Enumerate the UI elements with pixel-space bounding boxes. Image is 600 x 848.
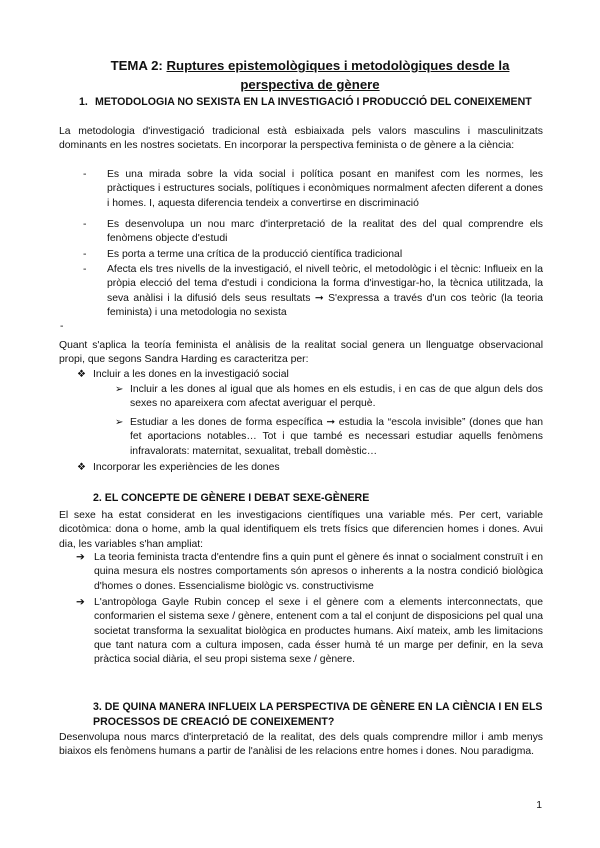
dash-bullet-marker: - xyxy=(83,249,87,260)
arrow-bullet-item: L'antropòloga Gayle Rubin concep el sexe i el gènere com a elements interconnectats, que conformarien el sistema sexe / gènere, entenent com a tal el conjunt de disposicions pel qual una societat transforma la sexualitat biològica en productes humans. Així mateix, amb les limitacions que tant natura com a cultura imposen, cada ésser humà té un marge per definir, en la seva pràctica social diària, el seu propi sistema sexe / gènere. xyxy=(94,597,543,666)
arrow-bullet-item: La teoria feminista tracta d'entendre fins a quin punt el gènere és innat o socialment construït i en quina mesura els nostres comportaments són apresos o inherents a la nostra condició biològica d'homes o dones. Essencialisme biològic vs. constructivisme xyxy=(94,552,543,592)
arrowhead-bullet-item: Incluir a les dones al igual que als homes en els estudis, i en cas de que algun dels dos sexes no apareixera com afectat averiguar el perquè. xyxy=(130,384,543,410)
diamond-bullet-item: Incorporar les experiències de les dones xyxy=(93,462,280,473)
dash-bullet-marker: - xyxy=(83,169,87,180)
arrow-bullet-icon: ➔ xyxy=(76,552,85,563)
section2-heading: 2. EL CONCEPTE DE GÈNERE I DEBAT SEXE-GÈNERE xyxy=(93,492,370,504)
arrowhead-bullet-icon: ➢ xyxy=(115,384,124,395)
dash-bullet-marker: - xyxy=(83,219,87,230)
section1-paragraph-2: Quant s'aplica la teoría feminista el anàlisis de la realitat social genera un llenguatge observacional propi, que segons Sandra Harding es caracteritza per: xyxy=(59,340,543,366)
diamond-bullet-item: Incluir a les dones en la investigació social xyxy=(93,369,289,380)
dash-bullet-item: Afecta els tres nivells de la investigació, el nivell teòric, el metodològic i el tècnic: Influeix en la pròpia elecció del tema d'estudi i condiciona la forma d'investigar-ho, la tècnica utilitzada, la seva anàlisi i la difusió dels seus resultats ➞ S'expressa a través d'un cos teòric (la teoria feminista) i una metodologia no sexista xyxy=(107,264,543,318)
diamond-bullet-icon: ❖ xyxy=(77,369,86,380)
diamond-bullet-icon: ❖ xyxy=(77,462,86,473)
section2-intro: El sexe ha estat considerat en les investigacions científiques una variable més. Per cert, variable dicotòmica: dona o home, amb la qual identifiquem els trets físics que diferencien homes i dones. Avui dia, les variables s'han ampliat: xyxy=(59,510,543,550)
page-number: 1 xyxy=(536,800,542,811)
dash-bullet-marker: - xyxy=(60,321,64,332)
title-prefix: TEMA 2: xyxy=(110,58,163,73)
section3-heading: 3. DE QUINA MANERA INFLUEIX LA PERSPECTIVA DE GÈNERE EN LA CIÈNCIA I EN ELS PROCESSOS DE CREACIÓ DE CONEIXEMENT? xyxy=(93,701,543,728)
section1-intro: La metodologia d'investigació tradicional està esbiaixada pels valors masculins i masculinitzats dominants en les nostres societats. En incorporar la perspectiva feminista o de gènere a la ciència: xyxy=(59,126,543,152)
section3-body: Desenvolupa nous marcs d'interpretació de la realitat, des dels quals comprendre millor i amb menys biaixos els fenòmens humans a partir de l'anàlisi de les relacions entre homes i dones. Nou paradigma. xyxy=(59,732,543,758)
document-title xyxy=(60,56,560,94)
dash-bullet-marker: - xyxy=(83,264,87,275)
dash-bullet-item: Es porta a terme una crítica de la producció científica tradicional xyxy=(107,249,403,260)
section1-heading-number: 1. xyxy=(79,96,88,108)
dash-bullet-item: Es desenvolupa un nou marc d'interpretació de la realitat des del qual comprendre els fenòmens objecte d'estudi xyxy=(107,219,543,245)
arrowhead-bullet-icon: ➢ xyxy=(115,417,124,428)
dash-bullet-item: Es una mirada sobre la vida social i política posant en manifest com les normes, les pràctiques i estructures socials, polítiques i econòmiques normalment afecten diferent a dones i homes. I, aquesta diferencia tendeix a convertirse en discriminació xyxy=(107,169,543,209)
title-main-line2: perspectiva de gènere xyxy=(240,77,380,92)
arrow-bullet-icon: ➔ xyxy=(76,597,85,608)
title-main-line1: Ruptures epistemològiques i metodològiques desde la xyxy=(166,58,510,73)
arrowhead-bullet-item: Estudiar a les dones de forma específica ➞ estudia la “escola invisible” (dones que han fet aportacions notables… Tot i que també es necessari estudiar aquells fenòmens infravalorats: maternitat, sexualitat, treball domèstic… xyxy=(130,417,543,457)
section1-heading: METODOLOGIA NO SEXISTA EN LA INVESTIGACIÓ I PRODUCCIÓ DEL CONEIXEMENT xyxy=(95,96,532,108)
